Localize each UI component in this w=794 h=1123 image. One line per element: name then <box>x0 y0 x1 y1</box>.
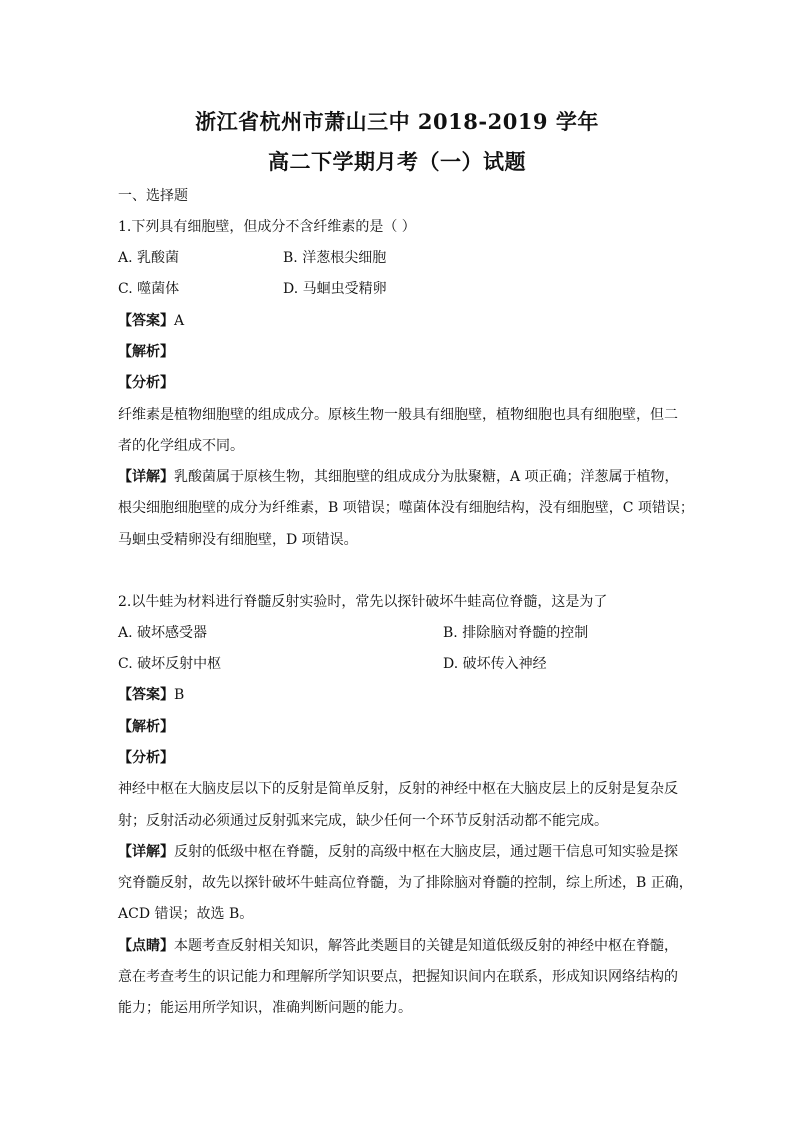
question-2-option-d: D. 破坏传入神经 <box>443 656 547 672</box>
question-2-comment-line-3: 能力；能运用所学知识，准确判断问题的能力。 <box>118 1000 412 1016</box>
detail-label: 【详解】 <box>118 844 174 860</box>
question-2-stem: 2.以牛蛙为材料进行脊髓反射实验时，常先以探针破坏牛蛙高位脊髓，这是为了 <box>118 594 608 610</box>
question-1-answer <box>118 313 184 329</box>
question-2-fenxi-line-1: 神经中枢在大脑皮层以下的反射是简单反射，反射的神经中枢在大脑皮层上的反射是复杂反 <box>118 781 678 797</box>
document-title-line-1: 浙江省杭州市萧山三中 2018-2019 学年 <box>195 109 599 134</box>
question-1-fenxi-label <box>118 375 174 391</box>
question-1-stem: 1.下列具有细胞壁，但成分不含纤维素的是（ ） <box>118 219 416 235</box>
section-heading: 一、选择题 <box>118 188 188 204</box>
detail-text: 乳酸菌属于原核生物，其细胞壁的组成成分为肽聚糖，A 项正确；洋葱属于植物， <box>174 469 679 485</box>
analysis-label: 【解析】 <box>118 344 174 360</box>
question-2-option-a: A. 破坏感受器 <box>118 625 208 641</box>
question-1-fenxi-line-1: 纤维素是植物细胞壁的组成成分。原核生物一般具有细胞壁，植物细胞也具有细胞壁，但二 <box>118 407 678 423</box>
detail-text: 反射的低级中枢在脊髓，反射的高级中枢在大脑皮层，通过题干信息可知实验是探 <box>174 844 678 860</box>
comment-label: 【点睛】 <box>118 938 174 954</box>
answer-label: 【答案】 <box>118 313 174 329</box>
question-2-option-b: B. 排除脑对脊髓的控制 <box>443 625 589 641</box>
analysis-label: 【解析】 <box>118 719 174 735</box>
question-1-detail-line-2: 根尖细胞细胞壁的成分为纤维素，B 项错误；噬菌体没有细胞结构，没有细胞壁，C 项错误； <box>118 500 694 516</box>
answer-value: A <box>174 313 185 329</box>
document-title-line-2: 高二下学期月考（一）试题 <box>268 149 526 174</box>
question-2-fenxi-label <box>118 750 174 766</box>
question-2-detail-line-3: ACD 错误；故选 B。 <box>118 906 254 922</box>
question-2-answer <box>118 687 184 703</box>
question-2-comment-line-2: 意在考查考生的识记能力和理解所学知识要点，把握知识间内在联系，形成知识网络结构的 <box>118 969 678 985</box>
question-1-option-b: B. 洋葱根尖细胞 <box>283 250 387 266</box>
comment-text: 本题考查反射相关知识，解答此类题目的关键是知道低级反射的神经中枢在脊髓， <box>174 938 678 954</box>
question-1-option-d: D. 马蛔虫受精卵 <box>283 281 387 297</box>
question-2-comment-line-1 <box>118 938 678 954</box>
answer-label: 【答案】 <box>118 687 174 703</box>
question-1-option-c: C. 噬菌体 <box>118 281 180 297</box>
question-2-fenxi-line-2: 射；反射活动必须通过反射弧来完成，缺少任何一个环节反射活动都不能完成。 <box>118 813 608 829</box>
detail-label: 【详解】 <box>118 469 174 485</box>
question-2-option-c: C. 破坏反射中枢 <box>118 656 222 672</box>
fenxi-label: 【分析】 <box>118 375 174 391</box>
question-1-analysis-label <box>118 344 174 360</box>
question-2-detail-line-1 <box>118 844 678 860</box>
question-1-detail-line-1 <box>118 469 679 485</box>
fenxi-label: 【分析】 <box>118 750 174 766</box>
question-1-option-a: A. 乳酸菌 <box>118 250 180 266</box>
question-2-detail-line-2: 究脊髓反射，故先以探针破坏牛蛙高位脊髓，为了排除脑对脊髓的控制，综上所述，B 正确， <box>118 875 693 891</box>
question-2-analysis-label <box>118 719 174 735</box>
question-1-detail-line-3: 马蛔虫受精卵没有细胞壁，D 项错误。 <box>118 532 358 548</box>
answer-value: B <box>174 687 185 703</box>
question-1-fenxi-line-2: 者的化学组成不同。 <box>118 438 244 454</box>
